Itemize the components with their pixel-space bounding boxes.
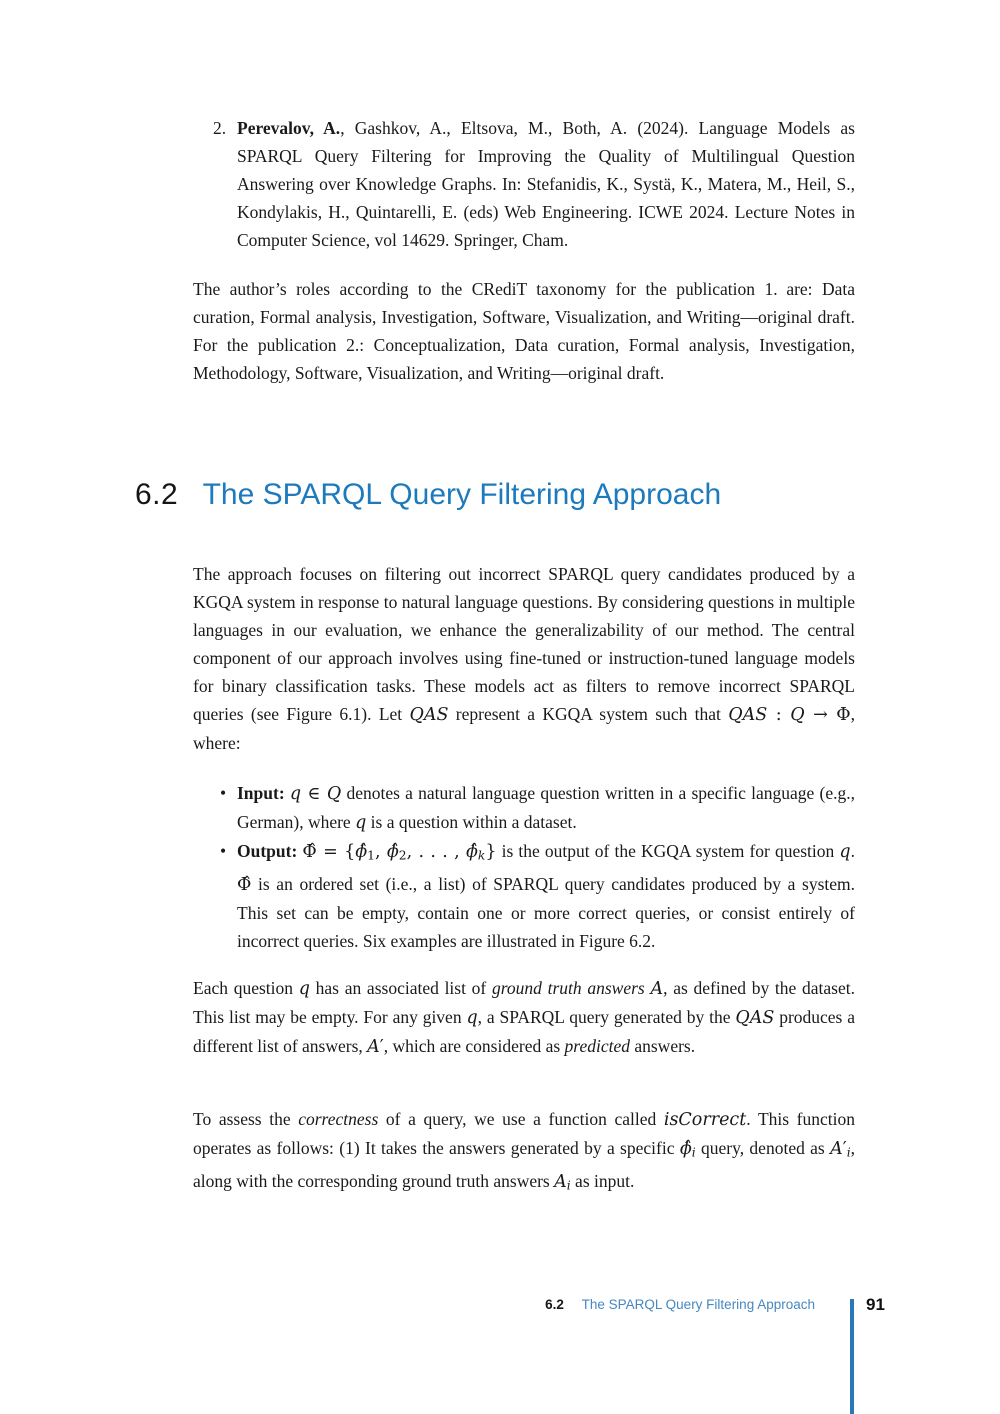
- footer-accent-bar: [850, 1299, 854, 1414]
- reference-text: Perevalov, A., Gashkov, A., Eltsova, M., Both, A. (2024). Language Models as SPARQL Query Filtering for Improving the Quality of Multilingual Question Answering over Knowledge Graphs. In: Stefanidis, K., Systä, K., Matera, M., Heil, S., Kondylakis, H., Quintarelli, E. (eds) Web Engineering. ICWE 2024. Lecture Notes in Computer Science, vol 14629. Springer, Cham.: [237, 118, 855, 250]
- credit-taxonomy-paragraph: The author’s roles according to the CRediT taxonomy for the publication 1. are: Data curation, Formal analysis, Investigation, Software, Visualization, and Writing—original draft. For the publication 2.: Conceptualization, Data curation, Formal analysis, Investigation, Methodology, Software, Visualization, and Writing—original draft.: [193, 279, 855, 383]
- output-definition-text: Output: Φ̂ = {ϕ̂1, ϕ̂2, . . . , ϕ̂k} is the output of the KGQA system for question q. Φ̂ is an ordered set (i.e., a list) of SPARQL query candidates produced by a system. This set can be empty, contain one or more correct queries, or consist entirely of incorrect queries. Six examples are illustrated in Figure 6.2.: [237, 841, 855, 951]
- section-title: The SPARQL Query Filtering Approach: [202, 478, 722, 511]
- footer-section-title: The SPARQL Query Filtering Approach: [581, 1297, 815, 1312]
- ground-truth-paragraph: Each question q has an associated list of ground truth answers A, as defined by the dataset. This list may be empty. For any given q, a SPARQL query generated by the QAS produces a different list of answers, A′, which are considered as predicted answers.: [193, 978, 855, 1057]
- approach-intro-paragraph: The approach focuses on filtering out incorrect SPARQL query candidates produced by a KGQA system in response to natural language questions. By considering questions in multiple languages in our evaluation, we enhance the generalizability of our method. The central component of our approach involves using fine-tuned or instruction-tuned language models for binary classification tasks. These models act as filters to remove incorrect SPARQL queries (see Figure 6.1). Let QAS represent a KGQA system such that QAS : Q → Φ, where:: [193, 564, 855, 753]
- list-item-output: [193, 837, 855, 955]
- reference-item: [193, 114, 855, 254]
- bullet-icon: •: [220, 841, 227, 861]
- list-item-input: [193, 779, 855, 837]
- page-number: 91: [866, 1295, 885, 1314]
- input-definition-text: Input: q ∈ Q denotes a natural language question written in a specific language (e.g., German), where q is a question within a dataset.: [237, 783, 855, 833]
- section-number: 6.2: [135, 478, 179, 511]
- reference-number: 2.: [213, 118, 227, 138]
- footer-running-title: [545, 1296, 815, 1313]
- footer-section-number: 6.2: [545, 1297, 564, 1312]
- definition-bullet-list: [193, 779, 855, 955]
- correctness-paragraph: To assess the correctness of a query, we use a function called isCorrect. This function operates as follows: (1) It takes the answers generated by a specific ϕ̂i query, denoted as A′i, along with the corresponding ground truth answers Ai as input.: [193, 1109, 856, 1193]
- bullet-icon: •: [220, 783, 227, 803]
- section-heading: [135, 477, 721, 513]
